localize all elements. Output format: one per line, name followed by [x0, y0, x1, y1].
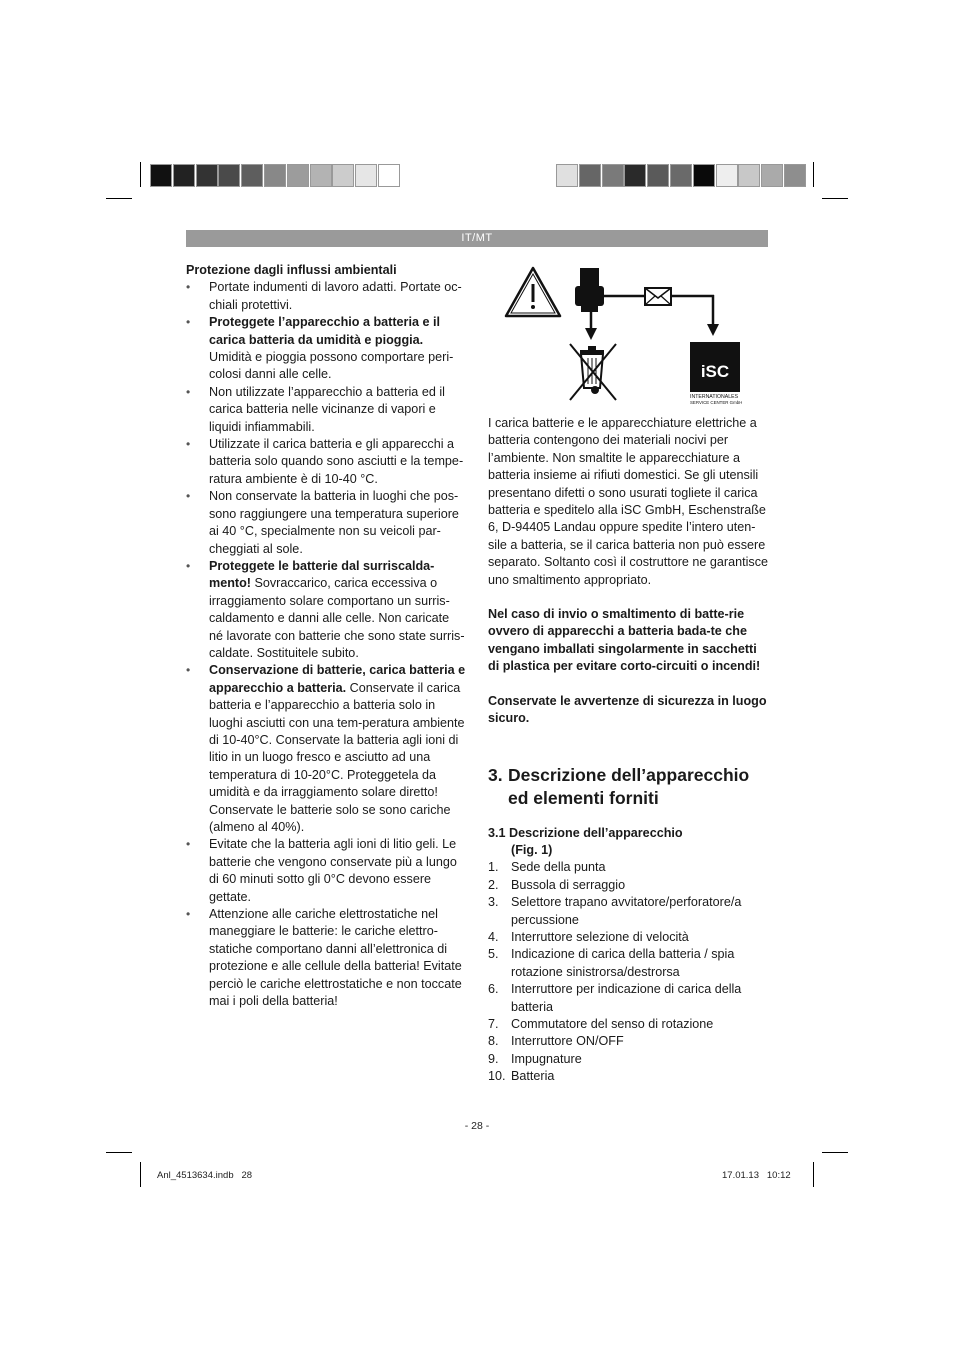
disposal-illustration: [502, 266, 742, 406]
color-swatch: [173, 164, 195, 187]
color-swatch: [647, 164, 669, 187]
section-heading-environment: Protezione dagli influssi ambientali: [186, 263, 397, 277]
envelope-icon: [645, 288, 671, 305]
color-swatch: [287, 164, 309, 187]
color-swatch: [218, 164, 240, 187]
safety-bullet-item: [186, 314, 466, 384]
isc-logo-line2: SERVICE CENTER GmbH: [690, 400, 742, 405]
color-swatch: [602, 164, 624, 187]
parts-list-item: [488, 1033, 768, 1050]
bullet-dot-icon: •: [186, 837, 191, 852]
color-swatch: [556, 164, 578, 187]
part-number: 5.: [488, 947, 499, 962]
bullet-dot-icon: •: [186, 907, 191, 922]
color-swatch: [693, 164, 715, 187]
safety-bullet-item: [186, 279, 466, 314]
safety-bullet-item: [186, 384, 466, 436]
color-swatch: [378, 164, 400, 187]
color-swatch: [332, 164, 354, 187]
disposal-paragraph: I carica batterie e le apparecchiature elettriche a batteria contengono dei materiali nocivi per l’ambiente. Non smaltite le apparecchiature a batteria insieme ai rifiuti domestici. Se gli utensili presentano difetti o sono usurati togliete il carica batteria e speditelo alla iSC GmbH, Eschenstraße 6, D-94405 Landau oppure spedite l’intero uten-sile a batteria, se il carica batteria non può essere separato. Soltanto così il costruttore ne garantisce uno smaltimento appropriato.: [488, 416, 769, 587]
part-label: Sede della punta: [511, 860, 606, 875]
part-label: Interruttore per indicazione di carica della batteria: [511, 982, 742, 1014]
color-swatch: [241, 164, 263, 187]
parts-list-item: [488, 946, 768, 981]
bullet-dot-icon: •: [186, 663, 191, 678]
bullet-bold-lead: Conservazione di batterie, carica batteria e apparecchio a batteria.: [209, 663, 466, 695]
bullet-text: Conservate il carica batteria e l’apparecchio a batteria solo in luoghi asciutti con una tem-peratura ambiente di 10-40°C. Conservate la batteria agli ioni di litio in un luogo fresco e asciutto ad una temperatura di 10-20°C. Proteggetela da umidità e da irraggiamento solare diretto! Conservate le batterie solo se sono cariche (almeno al 40%).: [209, 680, 465, 834]
battery-pack-icon: [575, 268, 604, 312]
parts-list-item: [488, 894, 768, 929]
bullet-text: Sovraccarico, carica eccessiva o irraggiamento solare comportano un surris-caldamento e danni alle celle. Non caricate né lavorate con batterie che sono state surris-caldate. Sostituitele subito.: [209, 576, 465, 660]
safety-bullet-list: [186, 279, 466, 1010]
isc-logo: [690, 342, 742, 405]
part-number: 6.: [488, 982, 499, 997]
language-code: IT/MT: [461, 232, 493, 244]
bullet-dot-icon: •: [186, 489, 191, 504]
bullet-text: Attenzione alle cariche elettrostatiche nel maneggiare le batterie: le cariche elettro-statiche comportano danni all’elettronica di protezione e alle cellule della batteria! Evitate perciò le cariche elettrostatiche e non toccate mai i poli della batteria!: [209, 907, 462, 1009]
language-header-bar: [186, 230, 768, 247]
bullet-dot-icon: •: [186, 384, 191, 399]
color-swatch: [264, 164, 286, 187]
bullet-bold-lead: Proteggete l’apparecchio a batteria e il carica batteria da umidità e pioggia.: [209, 315, 440, 347]
safety-bullet-item: [186, 436, 466, 488]
color-swatch: [716, 164, 738, 187]
shipping-warning: Nel caso di invio o smaltimento di batte-rie ovvero di apparecchi a batteria bada-te che vengano imballati singolarmente in sacchetti di plastica per evitare corto-circuiti o incendi!: [488, 607, 761, 674]
part-label: Bussola di serraggio: [511, 877, 626, 892]
keep-warnings-note: Conservate le avvertenze di sicurezza in luogo sicuro.: [488, 693, 767, 726]
parts-list-item: [488, 981, 768, 1016]
parts-list: [488, 859, 768, 1085]
subsection-fig-ref: (Fig. 1): [511, 842, 553, 857]
color-swatch: [355, 164, 377, 187]
crop-mark: [140, 1162, 141, 1187]
parts-list-item: [488, 1016, 768, 1033]
arrow-head-icon: [585, 328, 597, 340]
parts-list-item: [488, 1068, 768, 1085]
part-number: 7.: [488, 1016, 499, 1031]
parts-list-item: [488, 929, 768, 946]
bullet-text: Evitate che la batteria agli ioni di litio geli. Le batterie che vengono conservate più a lungo di 60 minuti sotto gli 0°C devono essere gettate.: [209, 837, 457, 904]
bullet-text: Umidità e pioggia possono comportare peri-colosi danni alle celle.: [209, 350, 454, 382]
part-label: Indicazione di carica della batteria / spia rotazione sinistrorsa/destrorsa: [511, 947, 735, 979]
footer-file-info: Anl_4513634.indb 28: [157, 1170, 253, 1181]
safety-bullet-item: [186, 488, 466, 558]
crop-mark: [106, 1152, 132, 1153]
isc-logo-text: iSC: [700, 362, 730, 381]
part-number: 3.: [488, 895, 499, 910]
color-swatch: [196, 164, 218, 187]
safety-bullet-item: [186, 906, 466, 1010]
color-swatch: [670, 164, 692, 187]
part-number: 9.: [488, 1051, 499, 1066]
subsection-3-1-heading: [488, 825, 768, 860]
safety-bullet-item: [186, 662, 466, 836]
color-swatch: [579, 164, 601, 187]
color-swatch: [784, 164, 806, 187]
left-column: [186, 262, 466, 1010]
bullet-text: Utilizzate il carica batteria e gli apparecchi a batteria solo quando sono asciutti e la tempe-ratura ambiente è di 10-40 °C.: [209, 437, 464, 486]
bullet-text: Non utilizzate l’apparecchio a batteria ed il carica batteria nelle vicinanze di vapori e liquidi infiammabili.: [209, 384, 445, 434]
bullet-dot-icon: •: [186, 558, 191, 573]
bullet-text: Portate indumenti di lavoro adatti. Portate oc-chiali protettivi.: [209, 280, 462, 312]
right-column: [488, 415, 768, 1086]
part-label: Commutatore del senso di rotazione: [511, 1016, 714, 1031]
bullet-text: Non conservate la batteria in luoghi che pos-sono raggiungere una temperatura superiore ai 40 °C, specialmente non su veicoli par-cheggiati al sole.: [209, 489, 459, 556]
parts-list-item: [488, 1051, 768, 1068]
part-label: Interruttore ON/OFF: [511, 1034, 624, 1049]
footer-date-time: 17.01.13 10:12: [722, 1170, 791, 1181]
crop-mark: [813, 1162, 814, 1187]
part-label: Selettore trapano avvitatore/perforatore/a percussione: [511, 895, 742, 927]
color-swatch: [624, 164, 646, 187]
part-number: 4.: [488, 929, 499, 944]
color-swatch: [310, 164, 332, 187]
crossed-out-wheelie-bin-icon: [570, 344, 616, 400]
part-number: 8.: [488, 1034, 499, 1049]
bullet-bold-lead: Proteggete le batterie dal surriscalda-mento!: [209, 558, 435, 591]
part-number: 1.: [488, 860, 499, 875]
crop-mark: [813, 162, 814, 187]
bullet-dot-icon: •: [186, 437, 191, 452]
arrow-head-icon: [707, 324, 719, 336]
part-label: Interruttore selezione di velocità: [511, 929, 689, 944]
part-number: 2.: [488, 877, 499, 892]
crop-mark: [822, 1152, 848, 1153]
page-number: - 28 -: [464, 1120, 490, 1132]
color-swatch: [150, 164, 172, 187]
crop-mark: [822, 198, 848, 199]
safety-bullet-item: [186, 558, 466, 662]
parts-list-item: [488, 877, 768, 894]
bullet-dot-icon: •: [186, 280, 191, 295]
part-label: Impugnature: [511, 1051, 582, 1066]
crop-mark: [106, 198, 132, 199]
section-number: 3.: [488, 764, 503, 785]
disposal-diagram: [502, 266, 742, 406]
section-title: Descrizione dell’apparecchio ed elementi forniti: [508, 764, 750, 808]
bullet-dot-icon: •: [186, 315, 191, 330]
warning-triangle-icon: [506, 268, 560, 316]
isc-logo-line1: INTERNATIONALES: [690, 394, 739, 400]
parts-list-item: [488, 859, 768, 876]
part-number: 10.: [488, 1069, 506, 1084]
color-swatch: [761, 164, 783, 187]
color-swatch: [738, 164, 760, 187]
section-3-heading: [488, 764, 768, 810]
crop-mark: [140, 162, 141, 187]
part-label: Batteria: [511, 1069, 555, 1084]
safety-bullet-item: [186, 836, 466, 906]
subsection-title: 3.1 Descrizione dell’apparecchio: [488, 825, 683, 840]
